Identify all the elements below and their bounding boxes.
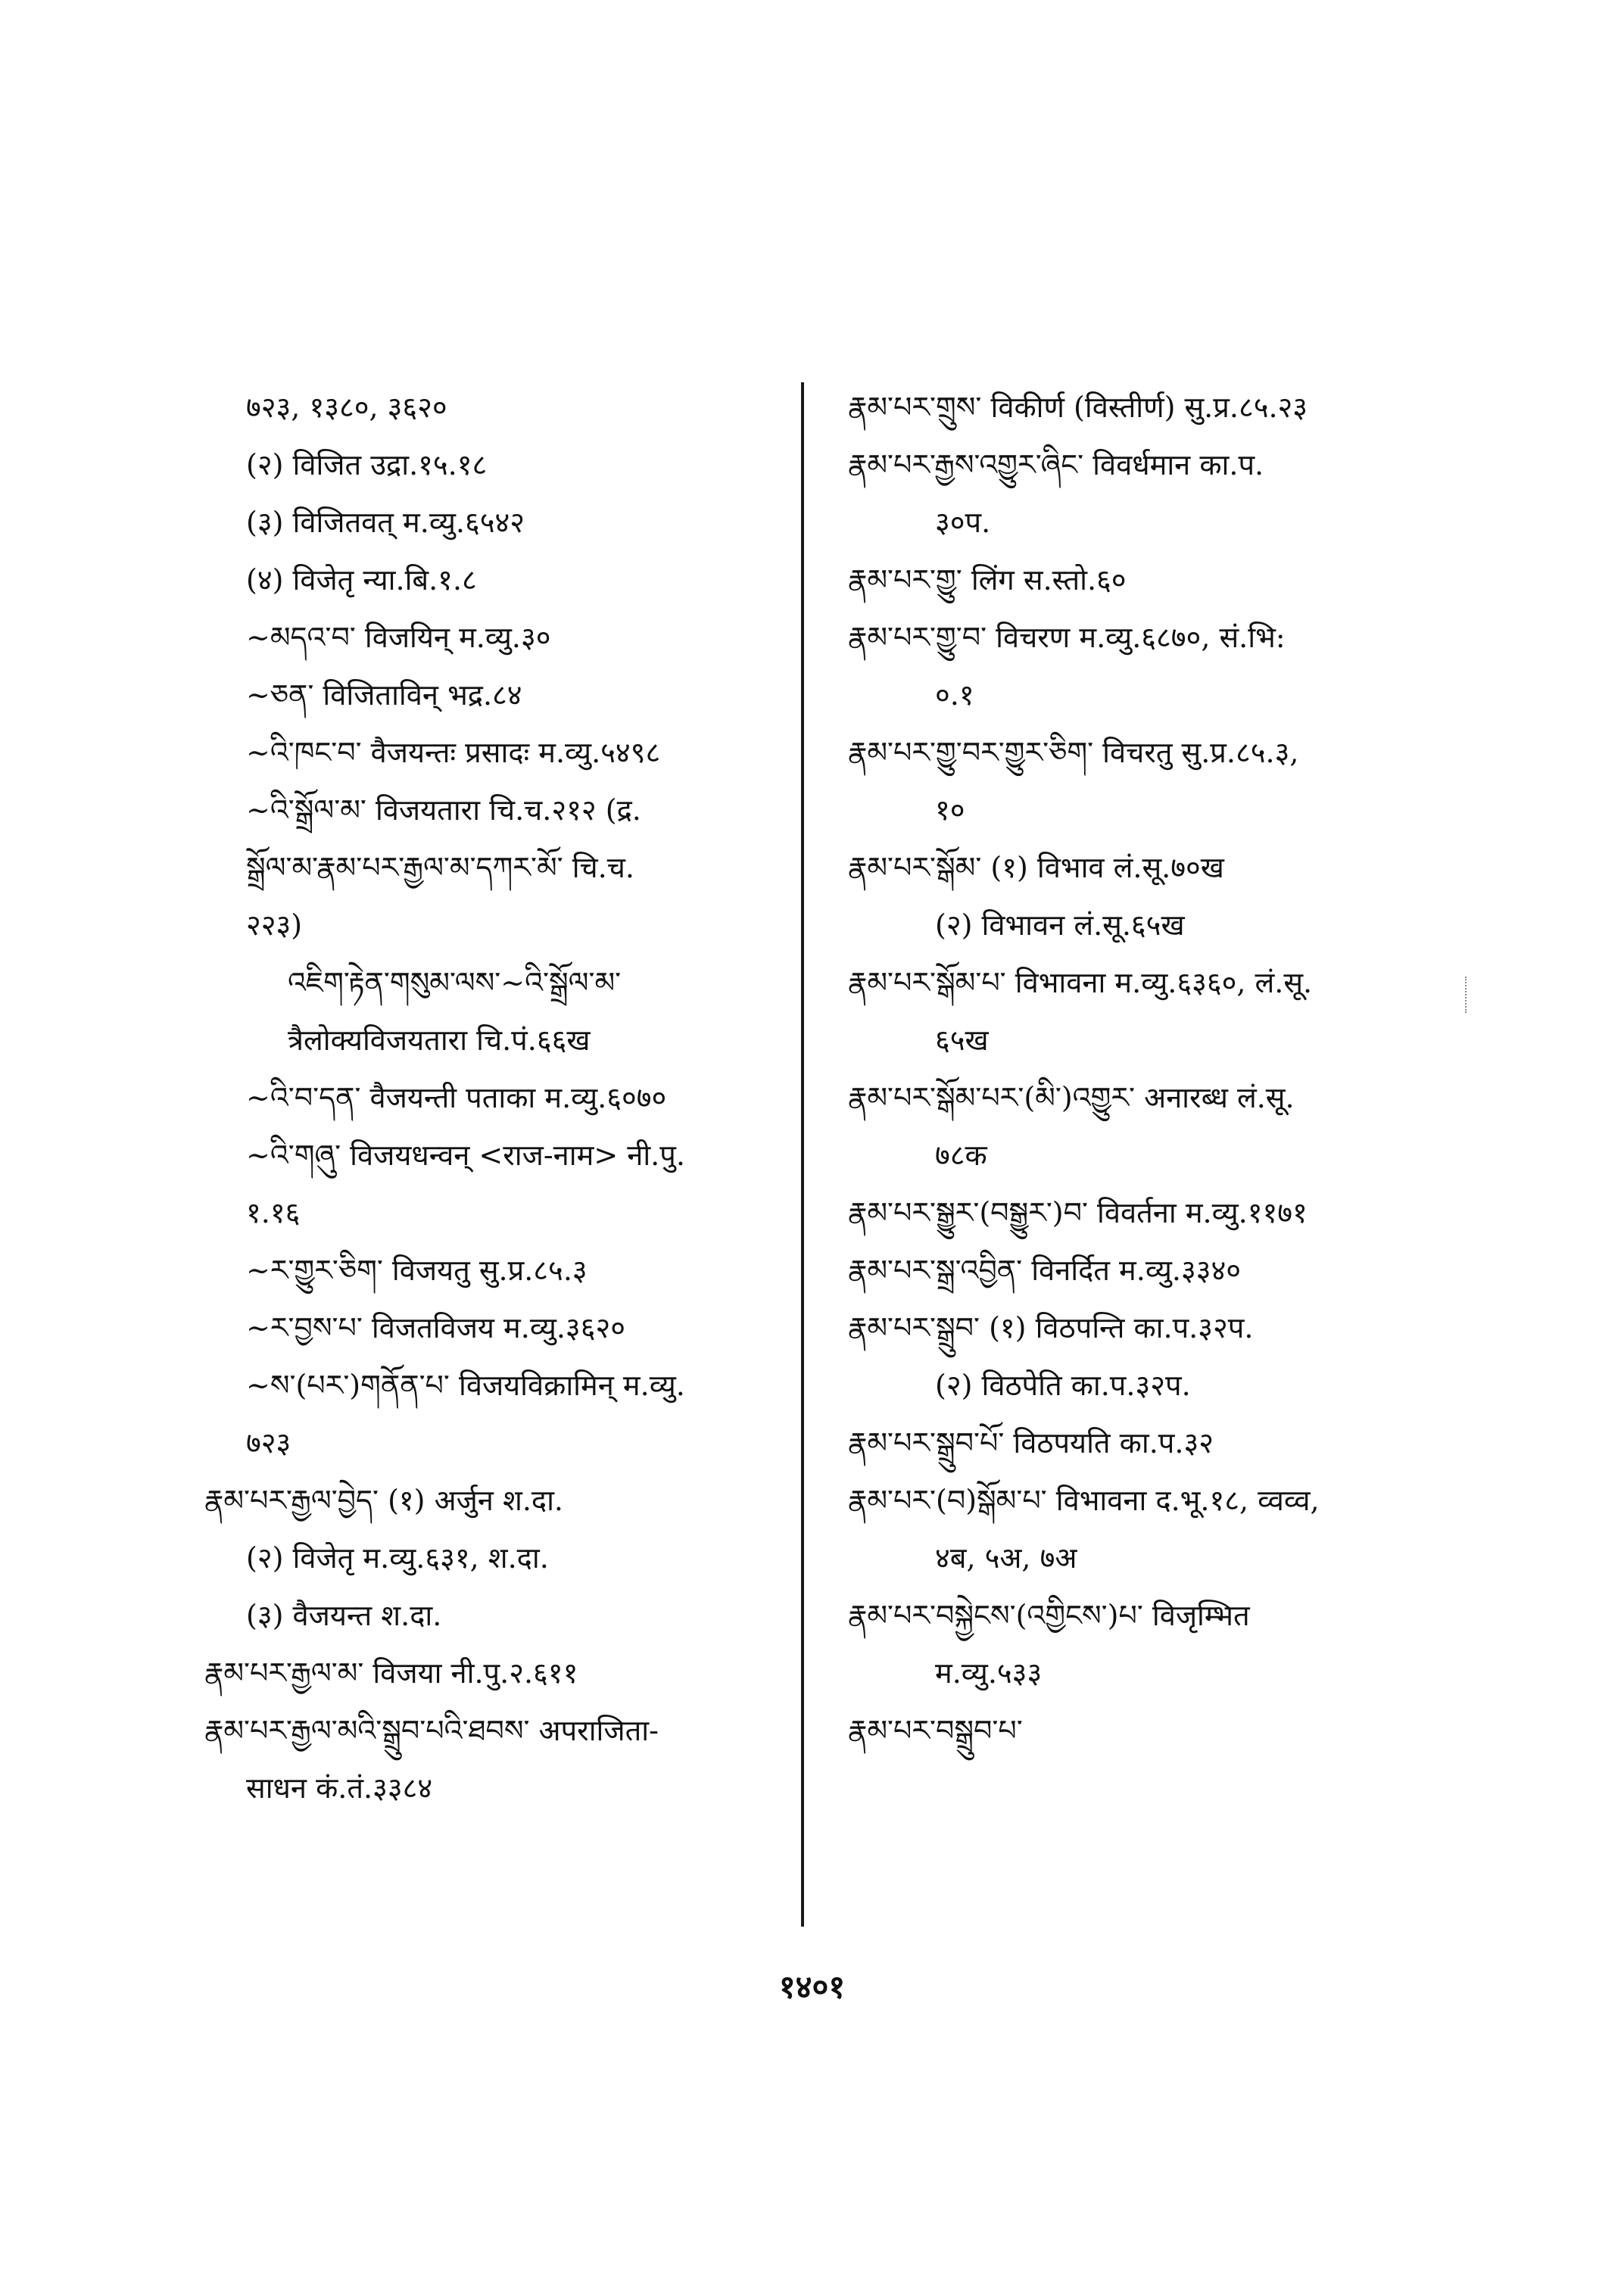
dictionary-line: त्रैलोक्यविजयतारा चि.पं.६६ख: [288, 1023, 591, 1057]
dictionary-line: साधन कं.तं.३३८४: [246, 1771, 433, 1805]
dictionary-line: རྣམ་པར་གྱུ་བར་གྱུར་ཅིག་ विचरतु सु.प्र.८५.३,: [848, 736, 1299, 769]
dictionary-line: རྣམ་པར་སྒྱུར་(བསྒྱུར་)བ་ विवर्तना म.व्यु.११७१: [848, 1196, 1308, 1229]
dictionary-line: (२) विजेतृ म.व्यु.६३१, श.दा.: [246, 1541, 549, 1575]
dictionary-line: (२) विजित उद्रा.१५.१८: [246, 448, 488, 481]
dictionary-line: རྣམ་པར་རྒྱལ་མའི་སྒྲུབ་པའི་ཐབས་ अपराजिता-: [204, 1714, 659, 1747]
dictionary-line: ~འི་གཞུ་ विजयधन्वन् <राज-नाम> नी.पु.: [246, 1139, 685, 1172]
dictionary-line: རྣམ་པར་རྒྱས་འགྱུར་ཞིང་ विवर्धमान का.प.: [848, 448, 1264, 481]
dictionary-line: (२) विठपेति का.प.३२प.: [935, 1369, 1191, 1402]
dictionary-line: १.१६: [246, 1196, 301, 1229]
dictionary-line: རྣམ་པར་(བ)སྒོམ་པ་ विभावना द.भू.१८, व्वव्व,: [848, 1484, 1320, 1517]
dictionary-line: ३०प.: [935, 506, 991, 539]
dictionary-line: རྣམ་པར་བསྒྲུབ་པ་: [848, 1714, 1023, 1747]
column-divider: [801, 382, 804, 1927]
dictionary-line: (२) विभावन लं.सू.६५ख: [935, 908, 1185, 942]
dictionary-line: རྣམ་པར་སྒྲ་འབྱིན་ विनर्दित म.व्यु.३३४०: [848, 1254, 1241, 1287]
dictionary-line: १०: [935, 793, 965, 827]
dictionary-line: རྣམ་པར་གྱུ་བ་ विचरण म.व्यु.६८७०, सं.भि:: [848, 621, 1286, 654]
dictionary-line: ०.१: [935, 678, 974, 712]
dictionary-line: རྣམ་པར་གྱུ་ लिंग स.स्तो.६०: [848, 563, 1127, 597]
dictionary-line: རྣམ་པར་རྒྱལ་བྱེད་ (१) अर्जुन श.दा.: [204, 1484, 563, 1517]
dictionary-line: ~འི་སྒྲོལ་མ་ विजयतारा चि.च.२१२ (द्र.: [246, 793, 641, 827]
dictionary-line: ७८क: [935, 1139, 987, 1172]
dictionary-line: འཇིག་རྟེན་གསུམ་ལས་~འི་སྒྲོལ་མ་: [288, 966, 622, 999]
dictionary-line: ७२३, १३८०, ३६२०: [246, 391, 447, 424]
dictionary-line: ४ब, ५अ, ७अ: [935, 1541, 1077, 1575]
right-column: [848, 379, 1469, 1759]
dictionary-line: རྣམ་པར་གྲུས་ विकीर्ण (विस्तीर्ण) सु.प्र.८५.२३: [848, 391, 1308, 424]
dictionary-line: (३) विजितवत् म.व्यु.६५४२: [246, 506, 525, 539]
dictionary-line: ~མདའ་བ་ विजयिन् म.व्यु.३०: [246, 621, 551, 654]
dictionary-line: རྣམ་པར་བསྐྱེངས་(འགྱིངས་)པ་ विजृम्भित: [848, 1599, 1250, 1632]
dictionary-line: ~འི་བ་དན་ वैजयन्ती पताका म.व्यु.६०७०: [246, 1081, 667, 1114]
scan-mark: [1465, 977, 1469, 1013]
dictionary-line: རྣམ་པར་སྒོམ་ (१) विभाव लं.सू.७०ख: [848, 851, 1224, 884]
left-column: [204, 379, 810, 1817]
dictionary-line: རྣམ་པར་སྒྲུབ་པོ་ विठपयति का.प.३२: [848, 1426, 1214, 1460]
dictionary-line: ~འི་ཁང་བ་ वैजयन्तः प्रसादः म.व्यु.५४९८: [246, 736, 661, 769]
dictionary-line: (३) वैजयन्त श.दा.: [246, 1599, 442, 1632]
dictionary-line: རྣམ་པར་སྒོམ་པར་(མི་)འགྱུར་ अनारब्ध लं.सू.: [848, 1081, 1295, 1114]
dictionary-line: རྣམ་པར་སྒྲུབ་ (१) विठपन्ति का.प.३२प.: [848, 1311, 1254, 1344]
dictionary-line: ~ར་གྱུར་ཅིག་ विजयतु सु.प्र.८५.३: [246, 1254, 588, 1287]
dictionary-line: རྣམ་པར་རྒྱལ་མ་ विजया नी.पु.२.६११: [204, 1656, 578, 1690]
dictionary-line: ६५ख: [935, 1023, 989, 1057]
dictionary-line: སྒྲོལ་མ་རྣམ་པར་རྒྱལ་མ་དཀར་མོ་ चि.च.: [246, 851, 634, 884]
dictionary-line: རྣམ་པར་སྒོམ་པ་ विभावना म.व्यु.६३६०, लं.सू.: [848, 966, 1313, 999]
dictionary-line: ७२३: [246, 1426, 291, 1460]
dictionary-line: २२३): [246, 908, 303, 942]
dictionary-line: ~ར་བྱས་པ་ विजतविजय म.व्यु.३६२०: [246, 1311, 625, 1344]
dictionary-line: (४) विजेतृ न्या.बि.१.८: [246, 563, 477, 597]
dictionary-line: ~ཅན་ विजिताविन् भद्र.८४: [246, 678, 522, 712]
dictionary-line: म.व्यु.५३३: [935, 1656, 1043, 1690]
dictionary-line: ~ས་(པར་)གནོན་པ་ विजयविक्रामिन् म.व्यु.: [246, 1369, 685, 1402]
page-number: १४०१: [778, 1968, 846, 2005]
